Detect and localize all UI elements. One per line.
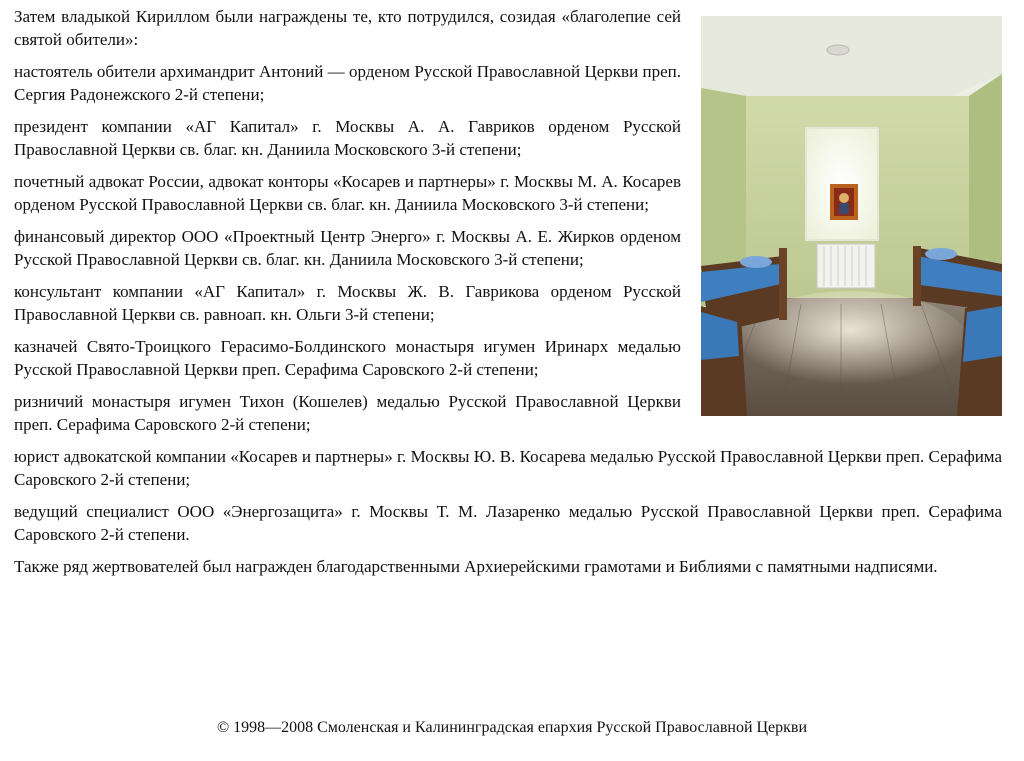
copyright-footer: © 1998—2008 Смоленская и Калининградская епархия Русской Православной Церкви [216,719,808,736]
award-item: президент компании «АГ Капитал» г. Москвы А. А. Гавриков орденом Русской Православной Церкви св. благ. кн. Даниила Московского 3-й степени; [14,117,681,159]
award-item: консультант компании «АГ Капитал» г. Москвы Ж. В. Гаврикова орденом Русской Православной Церкви св. равноап. кн. Ольги 3-й степени; [14,282,681,324]
award-item: ризничий монастыря игумен Тихон (Кошелев) медалью Русской Православной Церкви преп. Серафима Саровского 2-й степени; [14,392,681,434]
article-body [14,6,1002,589]
intro-paragraph: Затем владыкой Кириллом были награждены те, кто потрудился, созидая «благолепие сей святой обители»: [14,7,681,49]
award-item: настоятель обители архимандрит Антоний — орденом Русской Православной Церкви преп. Сергия Радонежского 2-й степени; [14,62,681,104]
award-item: юрист адвокатской компании «Косарев и партнеры» г. Москвы Ю. В. Косарева медалью Русской Православной Церкви преп. Серафима Саровского 2-й степени; [14,447,1002,489]
award-item: почетный адвокат России, адвокат конторы «Косарев и партнеры» г. Москвы М. А. Косарев орденом Русской Православной Церкви св. благ. кн. Даниила Московского 3-й степени; [14,172,681,214]
award-item: ведущий специалист ООО «Энергозащита» г. Москвы Т. М. Лазаренко медалью Русской Православной Церкви преп. Серафима Саровского 2-й степени. [14,502,1002,544]
closing-paragraph: Также ряд жертвователей был награжден благодарственными Архиерейскими грамотами и Библиями с памятными надписями. [14,557,938,576]
award-item: казначей Свято-Троицкого Герасимо-Болдинского монастыря игумен Иринарх медалью Русской Православной Церкви преп. Серафима Саровского 2-й степени; [14,337,681,379]
award-item: финансовый директор ООО «Проектный Центр Энерго» г. Москвы А. Е. Жирков орденом Русской Православной Церкви св. благ. кн. Даниила Московского 3-й степени; [14,227,681,269]
monastery-room-photo [701,16,1002,416]
